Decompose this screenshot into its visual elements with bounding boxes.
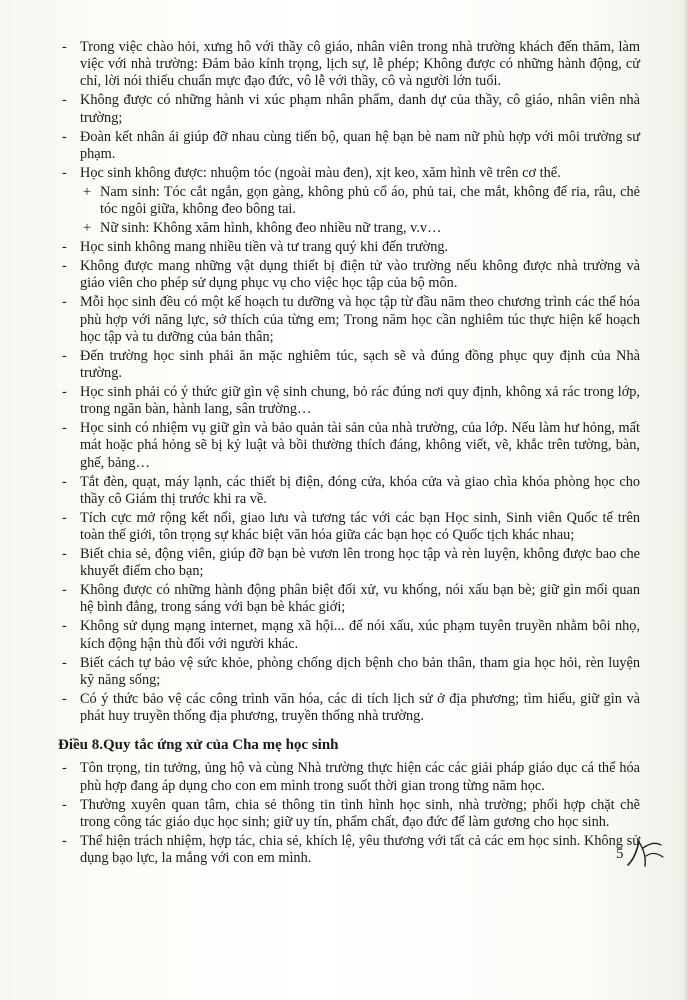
list-item-text: Không được có những hành vi xúc phạm nhân phẩm, danh dự của thầy, cô giáo, nhân viên nhà trường; — [80, 92, 640, 126]
list-item-text: Đến trường học sinh phải ăn mặc nghiêm túc, sạch sẽ và đúng đồng phục quy định của Nhà trường. — [80, 347, 640, 381]
sub-list-item-male — [62, 184, 640, 218]
bullet-dash: - — [62, 164, 67, 181]
bullet-dash: - — [62, 39, 67, 55]
list-item-text: Học sinh không được: nhuộm tóc (ngoài màu đen), xịt keo, xăm hình vẽ trên cơ thể. — [80, 164, 561, 181]
bullet-dash: - — [62, 128, 67, 145]
list-item-text: Trong việc chào hỏi, xưng hô với thầy cô giáo, nhân viên trong nhà trường khách đến thăm, làm việc với nhà trường: Đảm bảo kính trọng, lịch sự, lễ phép; Không được có những hành động, cử chỉ, lời nói thiếu chuẩn mực đạo đức, vô lễ với thầy, cô và người lớn tuổi. — [80, 39, 640, 90]
list-item-text: Không được mang những vật dụng thiết bị điện tử vào trường nếu không được nhà trường và giáo viên cho phép sử dụng phục vụ cho việc học tập của bộ môn. — [80, 258, 640, 292]
list-item-text: Không sử dụng mạng internet, mạng xã hội... để nói xấu, xúc phạm tuyên truyền nhằm bôi nhọ, kích động hận thù đối với người khác. — [80, 618, 640, 652]
list-item-text: Có ý thức bảo vệ các công trình văn hóa, các di tích lịch sử ở địa phương; tìm hiểu, giữ gìn và phát huy truyền thống địa phương, truyền thống nhà trường. — [80, 690, 640, 724]
list-item-text: Học sinh có nhiệm vụ giữ gìn và bảo quản tài sản của nhà trường, của lớp. Nếu làm hư hỏng, mất mát hoặc phá hỏng sẽ bị kỷ luật và bồi thường thích đáng, không viết, vẽ, khắc trên tường, bàn, ghế, bảng… — [80, 420, 640, 471]
bullet-plus: + — [83, 220, 92, 237]
list-item-text: Tôn trọng, tin tưởng, ủng hộ và cùng Nhà trường thực hiện các các giải pháp giáo dục cá thể hóa phù hợp đang áp dụng cho con em mình trong suốt thời gian trong từng năm học. — [80, 760, 640, 794]
list-item — [62, 797, 640, 831]
bullet-dash: - — [62, 420, 67, 437]
bullet-dash: - — [62, 582, 67, 599]
sub-list-item-text: Nam sinh: Tóc cắt ngắn, gọn gàng, không phủ cổ áo, phủ tai, che mắt, không để ria, râu, chẻ tóc ngôi giữa, không đeo bông tai. — [100, 184, 640, 218]
list-item — [62, 618, 640, 652]
list-item — [62, 348, 640, 382]
document-body — [58, 39, 640, 869]
bullet-dash: - — [62, 347, 67, 364]
list-item-text: Không được có những hành động phân biệt đối xử, vu khống, nói xấu bạn bè; giữ gìn mối quan hệ bình đẳng, trong sáng với bạn bè khác giới; — [80, 582, 640, 616]
sub-list-item-text: Nữ sinh: Không xăm hình, không đeo nhiều nữ trang, v.v… — [100, 220, 442, 237]
bullet-dash: - — [62, 545, 67, 562]
bullet-dash: - — [62, 92, 67, 109]
list-item-text: Mỗi học sinh đều có một kế hoạch tu dưỡng và học tập từ đầu năm theo chương trình các thể hóa phù hợp với năng lực, sở thích của từng em; Trong năm học cần nghiêm túc thực hiện kế hoạch học tập và tu dưỡng của bản thân; — [80, 294, 640, 345]
list-item-text: Thường xuyên quan tâm, chia sẻ thông tin tình hình học sinh, nhà trường; phối hợp chặt chẽ trong công tác giáo dục học sinh; giữ uy tín, phẩm chất, đạo đức để làm gương cho học sinh. — [80, 796, 640, 830]
section-heading: Điều 8.Quy tắc ứng xử của Cha mẹ học sinh — [58, 737, 339, 754]
bullet-dash: - — [62, 796, 67, 813]
list-item — [62, 655, 640, 689]
page-number: 5 — [616, 846, 624, 862]
list-item-text: Học sinh phải có ý thức giữ gìn vệ sinh chung, bỏ rác đúng nơi quy định, không xả rác trong lớp, trong ngăn bàn, hành lang, sân trường… — [80, 383, 640, 418]
list-item-text: Tắt đèn, quạt, máy lạnh, các thiết bị điện, đóng cửa, khóa cửa và giao chìa khóa phòng học cho thầy cô Giám thị trước khi ra về. — [80, 473, 640, 507]
list-item-text: Biết cách tự bảo vệ sức khỏe, phòng chống dịch bệnh cho bản thân, tham gia học hỏi, rèn luyện kỹ năng sống; — [80, 654, 640, 688]
bullet-dash: - — [62, 239, 67, 256]
list-item — [62, 546, 640, 580]
bullet-dash: - — [62, 690, 67, 707]
list-item-text: Biết chia sẻ, động viên, giúp đỡ bạn bè vươn lên trong học tập và rèn luyện, không được bao che khuyết điểm cho bạn; — [80, 545, 640, 580]
bullet-dash: - — [62, 509, 67, 526]
bullet-dash: - — [62, 258, 67, 275]
bullet-dash: - — [62, 618, 67, 635]
list-item — [62, 420, 640, 472]
list-item — [62, 39, 640, 91]
bullet-dash: - — [62, 654, 67, 671]
list-item — [62, 258, 640, 292]
list-item — [62, 760, 640, 794]
list-item — [62, 239, 640, 256]
list-item — [62, 833, 640, 867]
list-item — [62, 92, 640, 126]
bullet-dash: - — [62, 473, 67, 490]
sub-list-item-female — [62, 220, 640, 237]
bullet-plus: + — [83, 184, 92, 201]
list-item-text: Học sinh không mang nhiều tiền và tư trang quý khi đến trường. — [80, 239, 449, 256]
list-item-text: Thể hiện trách nhiệm, hợp tác, chia sẻ, khích lệ, yêu thương với tất cả các em học sinh. Không sử dụng bạo lực, la mắng với con em mình. — [80, 832, 640, 866]
bullet-dash: - — [62, 383, 67, 400]
list-item — [62, 510, 640, 544]
list-item-text: Đoàn kết nhân ái giúp đỡ nhau cùng tiến bộ, quan hệ bạn bè nam nữ phù hợp với môi trường sư phạm. — [80, 128, 640, 162]
handwritten-initial-signature — [624, 834, 668, 872]
list-item — [62, 474, 640, 508]
list-item — [62, 165, 640, 182]
list-item-text: Tích cực mở rộng kết nối, giao lưu và tương tác với các bạn Học sinh, Sinh viên Quốc tế trên toàn thế giới, tôn trọng sự khác biệt văn hóa giữa các bạn học có Quốc tịch khác nhau; — [80, 509, 640, 543]
list-item — [62, 691, 640, 725]
list-item — [62, 582, 640, 616]
list-item — [62, 294, 640, 346]
bullet-dash: - — [62, 760, 67, 777]
bullet-dash: - — [62, 294, 67, 311]
list-item — [62, 129, 640, 163]
bullet-dash: - — [62, 832, 67, 849]
list-item — [62, 384, 640, 418]
